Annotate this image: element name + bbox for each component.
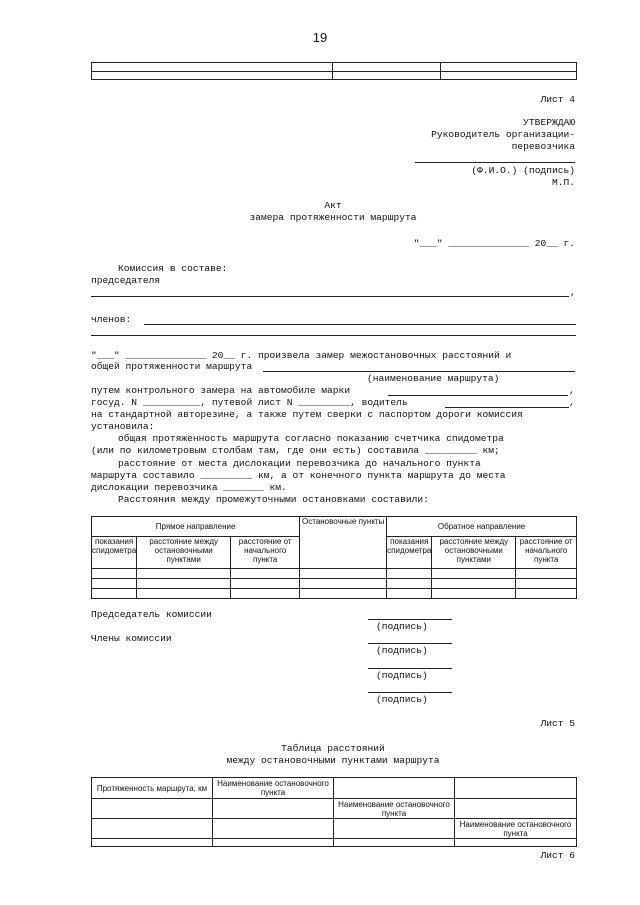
member-sign-caption-1: (подпись) <box>376 645 428 656</box>
route-name-caption: (наименование маршрута) <box>367 373 500 384</box>
route-name-line <box>263 371 575 372</box>
member-sign-line-1 <box>368 643 452 644</box>
header-stop-name-1: Наименование остановочного пункта <box>213 778 334 799</box>
table-row <box>92 569 577 579</box>
header-fwd-speedo: показания спидометра <box>92 537 137 569</box>
body-line-10: расстояние от места дислокации перевозчика до начального пункта <box>118 458 481 469</box>
chairman-line <box>91 296 569 297</box>
member-sign-line-2 <box>368 668 452 669</box>
members-line-2 <box>91 335 576 336</box>
chairman-sign-line <box>368 619 452 620</box>
body-line-12: дислокации перевозчика _______ км. <box>91 482 287 493</box>
header-fwd-from-start: расстояние от начального пункта <box>231 537 300 569</box>
page-number: 19 <box>312 30 328 45</box>
members-label: членов: <box>91 314 132 325</box>
approve-line1: Руководитель организации- <box>431 129 575 140</box>
distances-table <box>91 516 577 599</box>
top-table-fragment <box>91 62 577 80</box>
header-rev-speedo: показания спидометра <box>387 537 432 569</box>
car-brand-comma: , <box>569 385 575 396</box>
driver-comma: , <box>569 397 575 408</box>
route-distances-table <box>91 777 577 847</box>
commission-intro: Комиссия в составе: <box>118 263 228 274</box>
approve-stamp: М.П. <box>551 177 575 188</box>
body-line-2: общей протяженности маршрута <box>91 361 253 372</box>
chairman-sign-caption: (подпись) <box>376 621 428 632</box>
table-row <box>92 579 577 589</box>
header-stop-name-3: Наименование остановочного пункта <box>455 819 577 839</box>
header-stops: Остановочные пункты <box>300 517 387 569</box>
chairman-sign-label: Председатель комиссии <box>91 609 212 620</box>
members-sign-label: Члены комиссии <box>91 633 172 644</box>
sheet5-label: Лист 5 <box>540 718 575 729</box>
header-fwd-between: расстояние между остановочными пунктами <box>137 537 231 569</box>
header-rev-between: расстояние между остановочными пунктами <box>432 537 516 569</box>
body-line-8: общая протяженность маршрута согласно показанию счетчика спидометра <box>118 433 504 444</box>
body-line-9: (или по километровым столбам там, где они есть) составила _________ км; <box>91 445 500 456</box>
act-title: Акт <box>324 200 342 211</box>
body-line-4: путем контрольного замера на автомобиле марки <box>91 385 351 396</box>
body-line-11: маршрута составило _________ км, а от конечного пункта маршрута до места <box>91 470 506 481</box>
sheet5-subtitle: между остановочными пунктами маршрута <box>226 755 440 766</box>
member-sign-line-3 <box>368 692 452 693</box>
member-sign-caption-2: (подпись) <box>376 670 428 681</box>
approve-fio-sign: (Ф.И.О.) (подпись) <box>471 165 575 176</box>
driver-line <box>445 407 569 408</box>
header-stop-name-2: Наименование остановочного пункта <box>334 799 455 819</box>
approve-line2: перевозчика <box>511 141 575 152</box>
body-line-6: на стандартной авторезине, а также путем сверки с паспортом дороги комиссия <box>91 409 523 420</box>
car-brand-line <box>388 395 568 396</box>
chairman-label: председателя <box>91 275 161 286</box>
approve-signature-line <box>415 162 575 163</box>
member-sign-caption-3: (подпись) <box>376 694 428 705</box>
sheet5-title: Таблица расстояний <box>281 743 385 754</box>
approve-title: УТВЕРЖДАЮ <box>523 117 575 128</box>
sheet6-label: Лист 6 <box>540 850 575 861</box>
sheet4-label: Лист 4 <box>540 94 575 105</box>
body-line-1: "___" ______________ 20__ г. произвела замер межостановочных расстояний и <box>91 350 512 361</box>
body-line-7: установила: <box>91 421 155 432</box>
chairman-comma: , <box>570 287 576 298</box>
act-subtitle: замера протяженности маршрута <box>249 212 417 223</box>
body-line-13: Расстояния между промежуточными остановками составили: <box>118 494 429 505</box>
members-line-1 <box>144 324 576 325</box>
table-row <box>92 839 577 847</box>
body-line-5: госуд. N __________, путевой лист N _________, водитель <box>91 397 408 408</box>
header-rev-from-start: расстояние от начального пункта <box>516 537 577 569</box>
header-reverse: Обратное направление <box>387 517 577 537</box>
header-forward: Прямое направление <box>92 517 300 537</box>
act-date-line: "___" ______________ 20__ г. <box>413 238 575 249</box>
table-row <box>92 589 577 599</box>
header-route-length: Протяженность маршрута, км <box>92 778 213 799</box>
